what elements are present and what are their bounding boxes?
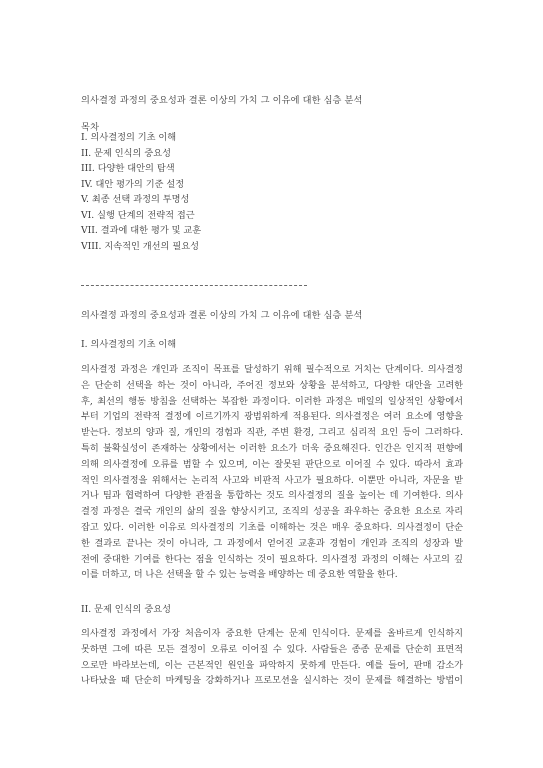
toc-item: I. 의사결정의 기초 이해 xyxy=(81,132,177,143)
toc-item: III. 다양한 대안의 탐색 xyxy=(81,163,175,174)
toc-item: VI. 실행 단계의 전략적 접근 xyxy=(81,209,195,221)
paragraph-line: 으로만 바라보는데, 이는 근본적인 원인을 파악하지 못하게 만든다. 예를 들어, 판매 감소가 xyxy=(81,659,463,671)
paragraph-line: 전에 중대한 기여를 한다는 점을 인식하는 것이 필요하다. 의사결정 과정의 이해는 사고의 깊 xyxy=(81,553,463,565)
paragraph-line: 이를 더하고, 더 나은 선택을 할 수 있는 능력을 배양하는 데 중요한 역할을 한다. xyxy=(81,569,398,581)
toc-item: II. 문제 인식의 중요성 xyxy=(81,147,171,159)
paragraph-line: 은 단순히 선택을 하는 것이 아니라, 주어진 정보와 상황을 분석하고, 다양한 대안을 고려한 xyxy=(81,379,463,391)
paragraph-line: 받는다. 정보의 양과 질, 개인의 경험과 직관, 주변 환경, 그리고 심리적 요인 등이 그러하다. xyxy=(81,427,463,439)
paragraph-line: 잡고 있다. 이러한 이유로 의사결정의 기초를 이해하는 것은 매우 중요하다. 의사결정이 단순 xyxy=(81,521,463,533)
paragraph-line: 의해 의사결정에 오류를 범할 수 있으며, 이는 잘못된 판단으로 이어질 수 있다. 따라서 효과 xyxy=(81,458,463,470)
document-title: 의사결정 과정의 중요성과 결론 이상의 가치 그 이유에 대한 심층 분석 xyxy=(81,95,363,106)
paragraph-line: 못하면 그에 따른 모든 결정이 오류로 이어질 수 있다. 사람들은 종종 문제를 단순히 표면적 xyxy=(81,643,463,655)
section-heading-2: II. 문제 인식의 중요성 xyxy=(81,604,171,615)
body-title: 의사결정 과정의 중요성과 결론 이상의 가치 그 이유에 대한 심층 분석 xyxy=(81,310,363,321)
toc-item: IV. 대안 평가의 기준 설정 xyxy=(81,178,185,190)
paragraph-line: 거나 팀과 협력하여 다양한 관점을 통합하는 것도 의사결정의 질을 높이는 데 기여한다. 의사 xyxy=(81,490,463,502)
paragraph-line: 특히 불확실성이 존재하는 상황에서는 이러한 요소가 더욱 중요해진다. 인간은 인지적 편향에 xyxy=(81,442,463,454)
table-of-contents xyxy=(81,130,201,254)
paragraph-line: 후, 최선의 행동 방침을 선택하는 복잡한 과정이다. 이러한 과정은 매일의 일상적인 상황에서 xyxy=(81,395,463,407)
section-1-paragraph xyxy=(81,362,463,583)
paragraph-line: 한 결과로 끝나는 것이 아니라, 그 과정에서 얻어진 교훈과 경험이 개인과 조직의 성장과 발 xyxy=(81,537,463,549)
paragraph-line: 적인 의사결정을 위해서는 논리적 사고와 비판적 사고가 필요하다. 이뿐만 아니라, 자문을 받 xyxy=(81,474,463,486)
section-heading-1: I. 의사결정의 기초 이해 xyxy=(81,339,177,350)
section-separator xyxy=(81,285,307,286)
toc-item: VII. 결과에 대한 평가 및 교훈 xyxy=(81,225,202,236)
paragraph-line: 의사결정 과정은 개인과 조직이 목표를 달성하기 위해 필수적으로 거치는 단계이다. 의사결정 xyxy=(81,364,463,375)
paragraph-line: 부터 기업의 전략적 결정에 이르기까지 광범위하게 적용된다. 의사결정은 여러 요소에 영향을 xyxy=(81,411,463,423)
toc-item: VIII. 지속적인 개선의 필요성 xyxy=(81,240,199,252)
toc-item: V. 최종 선택 과정의 투명성 xyxy=(81,194,190,205)
section-2-paragraph xyxy=(81,626,463,689)
paragraph-line: 의사결정 과정에서 가장 처음이자 중요한 단계는 문제 인식이다. 문제를 올바르게 인식하지 xyxy=(81,628,463,639)
paragraph-line: 결정 과정은 결국 개인의 삶의 질을 향상시키고, 조직의 성공을 좌우하는 중요한 요소로 자리 xyxy=(81,506,463,518)
paragraph-line: 나타났을 때 단순히 마케팅을 강화하거나 프로모션을 실시하는 것이 문제를 해결하는 방법이 xyxy=(81,675,463,687)
toc-label: 목차 xyxy=(81,122,100,133)
